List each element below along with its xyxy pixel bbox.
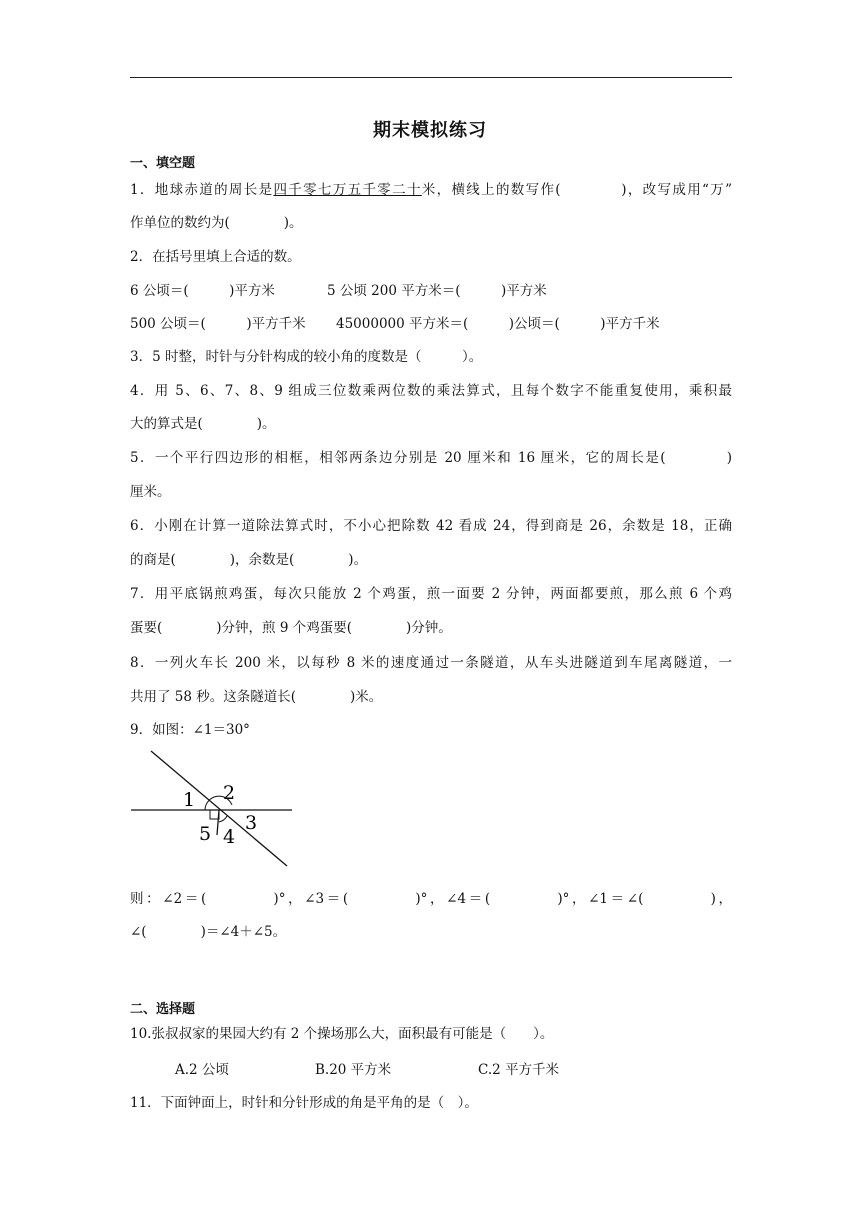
page-title: 期末模拟练习: [373, 120, 487, 141]
question-3: 3．5 时整，时针与分针构成的较小角的度数是（ ）。: [130, 349, 483, 365]
angle-label-5: 5: [199, 823, 212, 845]
question-2: 2．在括号里填上合适的数。: [130, 249, 301, 265]
angle-label-1: 1: [183, 789, 196, 811]
question-4-line-2: 大的算式是( )。: [130, 416, 276, 432]
question-5-line-2: 厘米。: [130, 484, 171, 500]
angle-label-2: 2: [223, 782, 236, 804]
option-a: A.2 公顷: [175, 1062, 229, 1078]
angle-label-3: 3: [245, 812, 258, 834]
question-8-line-2: 共用了 58 秒。这条隧道长( )米。: [130, 689, 383, 705]
question-6-line-2: 的商是( )，余数是( )。: [130, 552, 368, 568]
question-1-line-1: 1．地球赤道的周长是四千零七万五千零二十米，横线上的数写作( )，改写成用“万”: [130, 182, 732, 198]
question-9-answer-line-1: 则：∠2＝( )°，∠3＝( )°，∠4＝( )°，∠1＝∠( )，: [130, 891, 732, 907]
option-b: B.20 平方米: [315, 1062, 392, 1078]
question-4-line-1: 4．用 5、6、7、8、9 组成三位数乘两位数的乘法算式，且每个数字不能重复使用，乘积最: [130, 383, 732, 399]
question-7-line-2: 蛋要( )分钟，煎 9 个鸡蛋要( )分钟。: [130, 620, 452, 636]
question-8-line-1: 8．一列火车长 200 米，以每秒 8 米的速度通过一条隧道，从车头进隧道到车尾离隧道，一: [130, 655, 732, 671]
question-2-row1-b: 5 公顷 200 平方米＝( )平方米: [327, 283, 547, 299]
question-5-line-1: 5．一个平行四边形的相框，相邻两条边分别是 20 厘米和 16 厘米，它的周长是( ): [130, 450, 732, 466]
right-angle-mark: [210, 810, 219, 819]
option-c: C.2 平方千米: [478, 1062, 560, 1078]
question-11: 11．下面钟面上，时针和分针形成的角是平角的是（ ）。: [130, 1095, 478, 1111]
question-9: 9．如图：∠1＝30°: [130, 722, 250, 738]
question-9-answer-line-2: ∠( )＝∠4＋∠5。: [130, 924, 287, 940]
angle-label-4: 4: [223, 826, 236, 848]
section-heading-multiple-choice: 二、选择题: [130, 1002, 196, 1017]
question-6-line-1: 6．小刚在计算一道除法算式时，不小心把除数 42 看成 24，得到商是 26，余数是 18，正确: [130, 518, 732, 534]
question-7-line-1: 7．用平底锅煎鸡蛋，每次只能放 2 个鸡蛋，煎一面要 2 分钟，两面都要煎，那么煎 6 个鸡: [130, 586, 732, 602]
angle-arc-3: [219, 816, 227, 822]
angle-diagram: [125, 745, 300, 870]
question-2-row2-b: 45000000 平方米＝( )公顷＝( )平方千米: [336, 316, 660, 332]
section-heading-fill-blank: 一、填空题: [130, 156, 196, 171]
question-10: 10.张叔叔家的果园大约有 2 个操场那么大，面积最有可能是（ ）。: [130, 1026, 554, 1042]
question-2-row1-a: 6 公顷＝( )平方米: [130, 283, 275, 299]
question-2-row2-a: 500 公顷＝( )平方千米: [130, 316, 306, 332]
question-1-line-2: 作单位的数约为( )。: [130, 215, 303, 231]
underlined-number-words: 四千零七万五千零二十: [273, 182, 422, 198]
diagonal-line: [151, 751, 287, 866]
header-rule: [130, 77, 732, 78]
